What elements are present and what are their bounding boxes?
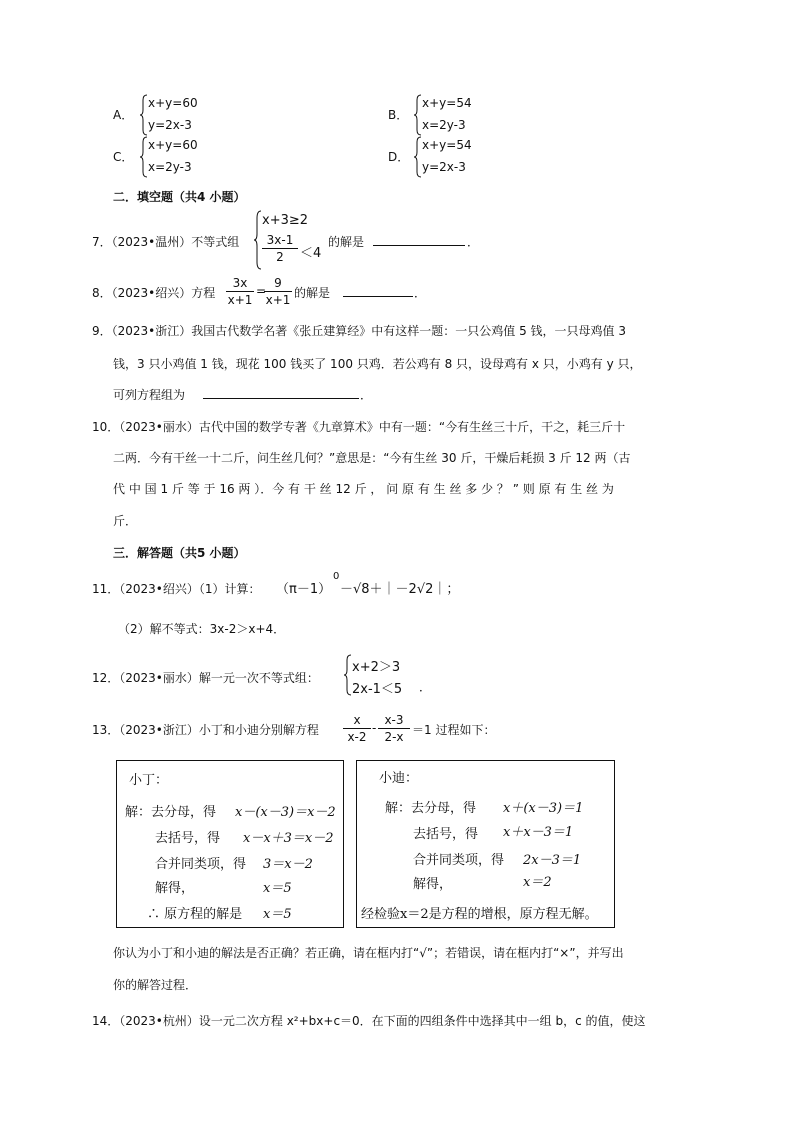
q13-prefix: 13．（2023•浙江）小丁和小迪分别解方程 (92, 723, 319, 737)
ding-step-2: 去括号，得 (155, 831, 221, 846)
q12-prefix: 12．（2023•丽水）解一元一次不等式组： (92, 671, 319, 685)
q13-after-line2: 你的解答过程． (113, 978, 198, 992)
option-c-label: C． (113, 150, 134, 164)
option-d-line1: x+y=54 (422, 138, 472, 152)
q9-line3: 可列方程组为 (113, 388, 186, 402)
q12-line2: 2x-1＜5 (352, 682, 403, 697)
q9-end: ． (360, 388, 373, 402)
ding-title: 小丁： (129, 773, 169, 788)
q11-part2: （2）解不等式：3x-2＞x+4． (118, 622, 286, 636)
brace-icon (344, 654, 352, 696)
q12-system (344, 654, 424, 696)
ding-eq-4: x＝5 (263, 881, 292, 896)
di-step-3: 合并同类项，得 (413, 853, 505, 868)
q8-fraction-2-numerator: 9 (264, 275, 292, 292)
q13-suffix: ＝1 过程如下： (412, 723, 496, 737)
q9-line2: 钱，3 只小鸡值 1 钱，现花 100 钱买了 100 只鸡．若公鸡有 8 只，设母鸡有 x 只，小鸡有 y 只， (113, 357, 642, 371)
q7-line1: x+3≥2 (262, 213, 309, 228)
di-solution-box[interactable] (356, 760, 615, 928)
q10-line4: 斤． (113, 514, 138, 528)
q12-line1: x+2＞3 (352, 660, 401, 675)
option-c-line1: x+y=60 (148, 138, 198, 152)
di-step-2: 去括号，得 (413, 827, 479, 842)
option-a-label: A． (113, 108, 134, 122)
q8-suffix: 的解是 (294, 286, 331, 300)
q10-line2: 二两．今有干丝一十二斤，问生丝几何？”意思是：“今有生丝 30 斤，干燥后耗损 3 斤 12 两（古 (113, 451, 631, 465)
di-eq-4: x＝2 (523, 875, 552, 890)
q7-line2-rest: ＜4 (300, 246, 322, 261)
q13-fraction-2-denominator: 2-x (384, 730, 404, 744)
di-check: 经检验x＝2是方程的增根，原方程无解。 (361, 907, 598, 922)
option-b-label: B． (388, 108, 409, 122)
di-title: 小迪： (379, 771, 419, 786)
ding-solution-box[interactable] (116, 760, 344, 928)
q8-equals: = (256, 284, 267, 298)
option-c-system (140, 136, 210, 178)
q10-line1: 10．（2023•丽水）古代中国的数学专著《九章算术》中有一题：“今有生丝三十斤，干之，耗三斤十 (92, 420, 626, 434)
q11-expr-part1: （π－1） (276, 582, 332, 597)
brace-icon (254, 210, 262, 270)
q7-system (254, 210, 334, 270)
ding-eq-5: x＝5 (263, 907, 292, 922)
ding-step-1: 解：去分母，得 (125, 805, 217, 820)
option-b-line2: x=2y-3 (422, 118, 466, 132)
option-b-system (414, 94, 484, 136)
q8-fraction-1-denominator: x+1 (227, 293, 253, 307)
q8-prefix: 8．（2023•绍兴）方程 (92, 286, 216, 300)
option-a-line1: x+y=60 (148, 96, 198, 110)
q8-end: ． (414, 286, 427, 300)
q14-line1: 14．（2023•杭州）设一元二次方程 x²+bx+c＝0．在下面的四组条件中选择其中一组 b，c 的值，使这 (92, 1014, 646, 1028)
q11-expr-part2: －√8＋｜－2√2｜； (340, 582, 460, 597)
q7-prefix: 7．（2023•温州）不等式组 (92, 235, 240, 249)
q7-fraction (262, 232, 298, 265)
option-d-system (414, 136, 484, 178)
q8-fraction-1-numerator: 3x (226, 275, 254, 292)
brace-icon (140, 94, 148, 136)
q12-end: ． (419, 680, 432, 694)
option-d-label: D． (388, 150, 410, 164)
q8-fraction-2 (264, 275, 292, 308)
q13-fraction-2-numerator: x-3 (378, 712, 410, 729)
brace-icon (414, 136, 422, 178)
q11-exponent: 0 (333, 571, 340, 582)
q11-prefix: 11．（2023•绍兴）（1）计算： (92, 582, 261, 596)
q7-end: ． (467, 235, 480, 249)
brace-icon (414, 94, 422, 136)
di-step-4: 解得， (413, 877, 453, 892)
ding-step-4: 解得， (155, 881, 195, 896)
q9-answer-blank[interactable] (203, 386, 359, 402)
q7-answer-blank[interactable] (373, 233, 465, 249)
q13-fraction-1-denominator: x-2 (347, 730, 367, 744)
q7-fraction-numerator: 3x-1 (262, 232, 298, 249)
q8-answer-blank[interactable] (343, 284, 413, 300)
section-heading-fill-in: 二．填空题（共4 小题） (113, 190, 246, 204)
ding-step-5: ∴ 原方程的解是 (147, 907, 243, 922)
q10-line3: 代 中 国 1 斤 等 于 16 两 ）．今 有 干 丝 12 斤 ， 问 原 有 生 丝 多 少 ？ ” 则 原 有 生 丝 为 (113, 482, 614, 496)
q8-fraction-1 (226, 275, 254, 308)
ding-eq-3: 3＝x－2 (263, 857, 313, 872)
option-a-system (140, 94, 210, 136)
option-a-line2: y=2x-3 (148, 118, 192, 132)
ding-eq-2: x－x＋3＝x－2 (243, 831, 334, 846)
q8-fraction-2-denominator: x+1 (265, 293, 291, 307)
q13-fraction-1 (343, 712, 371, 745)
ding-eq-1: x－(x－3)＝x－2 (235, 805, 336, 820)
q13-after-line1: 你认为小丁和小迪的解法是否正确？若正确，请在框内打“√”；若错误，请在框内打“×”，并写出 (113, 946, 624, 960)
di-eq-3: 2x－3＝1 (523, 853, 582, 868)
di-eq-1: x＋(x－3)＝1 (503, 801, 584, 816)
option-b-line1: x+y=54 (422, 96, 472, 110)
q7-fraction-denominator: 2 (276, 250, 284, 264)
q13-minus: - (372, 721, 377, 735)
ding-step-3: 合并同类项，得 (155, 857, 247, 872)
q9-line1: 9．（2023•浙江）我国古代数学名著《张丘建算经》中有这样一题：一只公鸡值 5 钱，一只母鸡值 3 (92, 324, 626, 338)
q13-fraction-1-numerator: x (343, 712, 371, 729)
option-d-line2: y=2x-3 (422, 160, 466, 174)
di-step-1: 解：去分母，得 (385, 801, 477, 816)
brace-icon (140, 136, 148, 178)
di-eq-2: x＋x－3＝1 (503, 825, 574, 840)
q13-fraction-2 (378, 712, 410, 745)
section-heading-answers: 三．解答题（共5 小题） (113, 546, 246, 560)
q7-suffix: 的解是 (328, 235, 365, 249)
option-c-line2: x=2y-3 (148, 160, 192, 174)
